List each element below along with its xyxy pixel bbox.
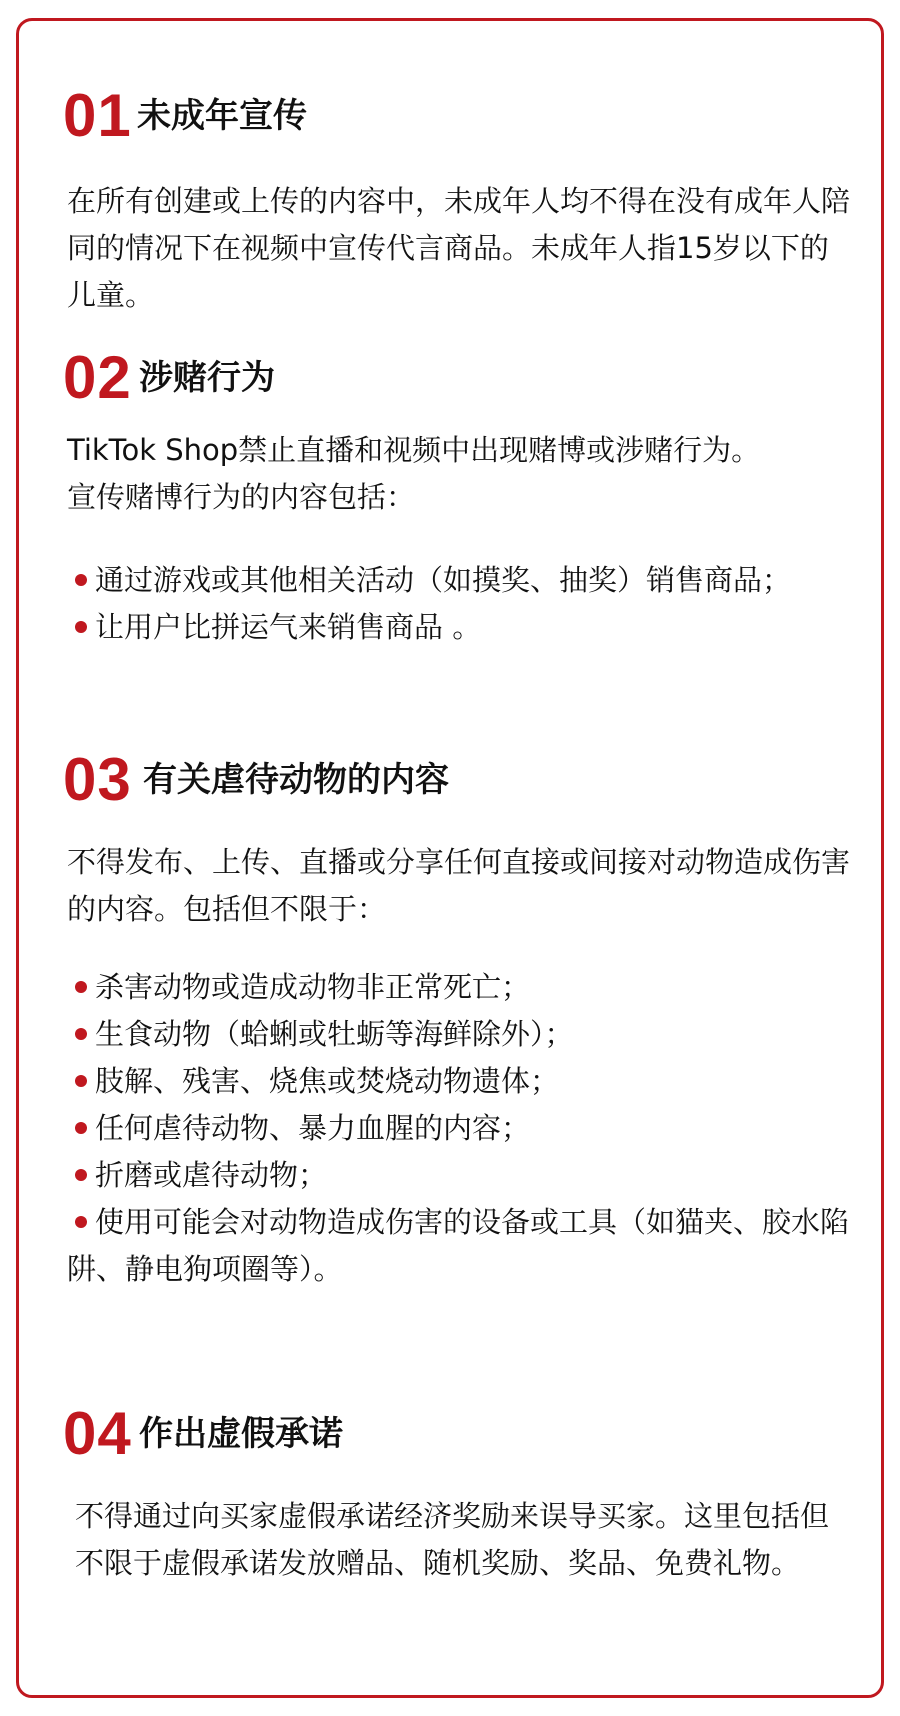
section-heading — [19, 343, 881, 413]
paragraph-text: 不得通过向买家虚假承诺经济奖励来误导买家。这里包括但不限于虚假承诺发放赠品、随机奖励、奖品、免费礼物。 — [75, 1499, 830, 1580]
bullet-dot-icon — [75, 1169, 87, 1181]
list-item-text: 肢解、残害、烧焦或焚烧动物遗体； — [95, 1064, 560, 1098]
list-item-text: 通过游戏或其他相关活动（如摸奖、抽奖）销售商品； — [95, 563, 792, 597]
section-animal-abuse — [19, 745, 881, 815]
bullet-dot-icon — [75, 574, 87, 586]
content-card — [16, 18, 884, 1698]
bullet-dot-icon — [75, 1216, 87, 1228]
section-gambling — [19, 343, 881, 413]
bullet-list — [67, 557, 857, 651]
list-item-text: 任何虐待动物、暴力血腥的内容； — [95, 1111, 531, 1145]
list-item-text: 使用可能会对动物造成伤害的设备或工具（如猫夹、胶水陷阱、静电狗项圈等）。 — [67, 1205, 850, 1286]
paragraph-line: TikTok Shop禁止直播和视频中出现赌博或涉赌行为。 — [67, 433, 761, 467]
list-item — [67, 964, 857, 1011]
section-paragraph — [67, 427, 857, 521]
section-heading — [19, 745, 881, 815]
section-paragraph — [75, 1493, 857, 1587]
section-underage-promotion — [19, 81, 881, 151]
list-item — [67, 1152, 857, 1199]
list-item-text: 生食动物（蛤蜊或牡蛎等海鲜除外）； — [95, 1017, 574, 1051]
section-heading — [19, 1399, 881, 1469]
section-title: 有关虐待动物的内容 — [143, 760, 449, 800]
bullet-dot-icon — [75, 981, 87, 993]
paragraph-line: 宣传赌博行为的内容包括： — [67, 480, 416, 514]
section-title: 作出虚假承诺 — [139, 1414, 343, 1454]
bullet-dot-icon — [75, 621, 87, 633]
section-title: 涉赌行为 — [139, 358, 275, 398]
section-heading — [19, 81, 881, 151]
paragraph-text: 在所有创建或上传的内容中，未成年人均不得在没有成年人陪同的情况下在视频中宣传代言商品。未成年人指15岁以下的儿童。 — [67, 184, 851, 312]
list-item — [67, 1058, 857, 1105]
section-paragraph — [67, 178, 857, 319]
list-item-text: 杀害动物或造成动物非正常死亡； — [95, 970, 531, 1004]
section-number: 01 — [63, 82, 132, 149]
bullet-dot-icon — [75, 1075, 87, 1087]
bullet-list — [67, 964, 857, 1293]
section-false-promises — [19, 1399, 881, 1469]
paragraph-text: 不得发布、上传、直播或分享任何直接或间接对动物造成伤害的内容。包括但不限于： — [67, 845, 851, 926]
list-item — [67, 604, 857, 651]
section-number: 04 — [63, 1400, 132, 1467]
section-title: 未成年宣传 — [137, 96, 307, 136]
section-number: 03 — [63, 746, 132, 813]
section-paragraph — [67, 839, 857, 933]
list-item — [67, 557, 857, 604]
section-number: 02 — [63, 344, 132, 411]
list-item — [67, 1011, 857, 1058]
list-item-text: 折磨或虐待动物； — [95, 1158, 328, 1192]
list-item — [67, 1199, 857, 1293]
bullet-dot-icon — [75, 1122, 87, 1134]
list-item-text: 让用户比拼运气来销售商品 。 — [95, 610, 482, 644]
list-item — [67, 1105, 857, 1152]
bullet-dot-icon — [75, 1028, 87, 1040]
